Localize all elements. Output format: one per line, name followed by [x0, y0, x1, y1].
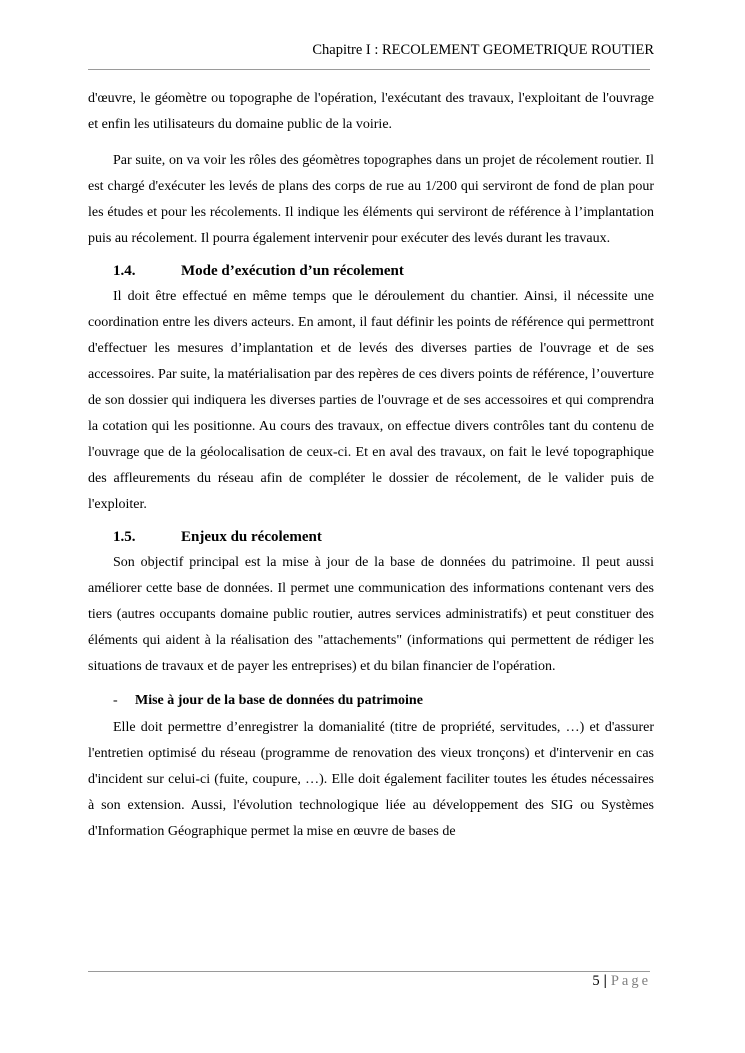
page-label: Page [610, 973, 651, 989]
footer-divider [88, 971, 650, 972]
section-number: 1.4. [113, 263, 136, 279]
page-header-title: Chapitre I : RECOLEMENT GEOMETRIQUE ROUTIER [312, 42, 654, 58]
section-heading-1-5 [88, 529, 654, 546]
header-divider [88, 69, 650, 70]
page-number: 5 [592, 973, 600, 989]
footer-separator: | [603, 973, 607, 989]
section-number: 1.5. [113, 529, 136, 545]
page-content [88, 86, 654, 845]
bullet-label: Mise à jour de la base de données du patrimoine [135, 693, 423, 708]
paragraph-execution: Il doit être effectué en même temps que le déroulement du chantier. Ainsi, il nécessite une coordination entre les divers acteurs. En amont, il faut définir les points de référence qui permettront d'effectuer les mesures d’implantation et de levés des diverses parties de l'ouvrage et de ses accessoires. Par suite, la matérialisation par des repères de ces divers points de référence, l’ouverture de son dossier qui indiquera les diverses parties de l'ouvrage et de ses accessoires et qui comprendra la cotation qui les positionne. Au cours des travaux, on effectue divers contrôles tant du contenu de l'ouvrage que de la géolocalisation de ceux-ci. Et en aval des travaux, on fait le levé topographique des affleurements du réseau afin de compléter le dossier de récolement, de le valider puis de l'exploiter. [88, 289, 654, 512]
section-title: Enjeux du récolement [181, 529, 322, 545]
paragraph-intro: d'œuvre, le géomètre ou topographe de l'opération, l'exécutant des travaux, l'exploitant de l'ouvrage et enfin les utilisateurs du domaine public de la voirie. [88, 91, 654, 132]
section-title: Mode d’exécution d’un récolement [181, 263, 404, 279]
paragraph-enjeux: Son objectif principal est la mise à jour de la base de données du patrimoine. Il peut aussi améliorer cette base de données. Il permet une communication des informations contenant vers des tiers (autres occupants domaine public routier, autres services administratifs) et peut constituer des éléments qui aident à la réalisation des "attachements" (informations qui permettent de rédiger les situations de travaux et de payer les entreprises) et du bilan financier de l'opération. [88, 555, 654, 674]
page-footer [592, 973, 651, 990]
bullet-heading-mise-a-jour [88, 693, 654, 709]
paragraph-mise-a-jour: Elle doit permettre d’enregistrer la domanialité (titre de propriété, servitudes, …) et d'assurer l'entretien optimisé du réseau (programme de renovation des vieux tronçons) et d'intervenir en cas d'incident sur celui-ci (fuite, coupure, …). Elle doit également faciliter toutes les études nécessaires à son extension. Aussi, l'évolution technologique liée au développement des SIG ou Systèmes d'Information Géographique permet la mise en œuvre de bases de [88, 720, 654, 839]
section-heading-1-4 [88, 263, 654, 280]
bullet-dash: - [113, 693, 118, 708]
paragraph-roles: Par suite, on va voir les rôles des géomètres topographes dans un projet de récolement routier. Il est chargé d'exécuter les levés de plans des corps de rue au 1/200 qui serviront de fond de plan pour les études et pour les récolements. Il indique les éléments qui serviront de référence à l’implantation puis au récolement. Il pourra également intervenir pour exécuter des levés durant les travaux. [88, 153, 654, 246]
